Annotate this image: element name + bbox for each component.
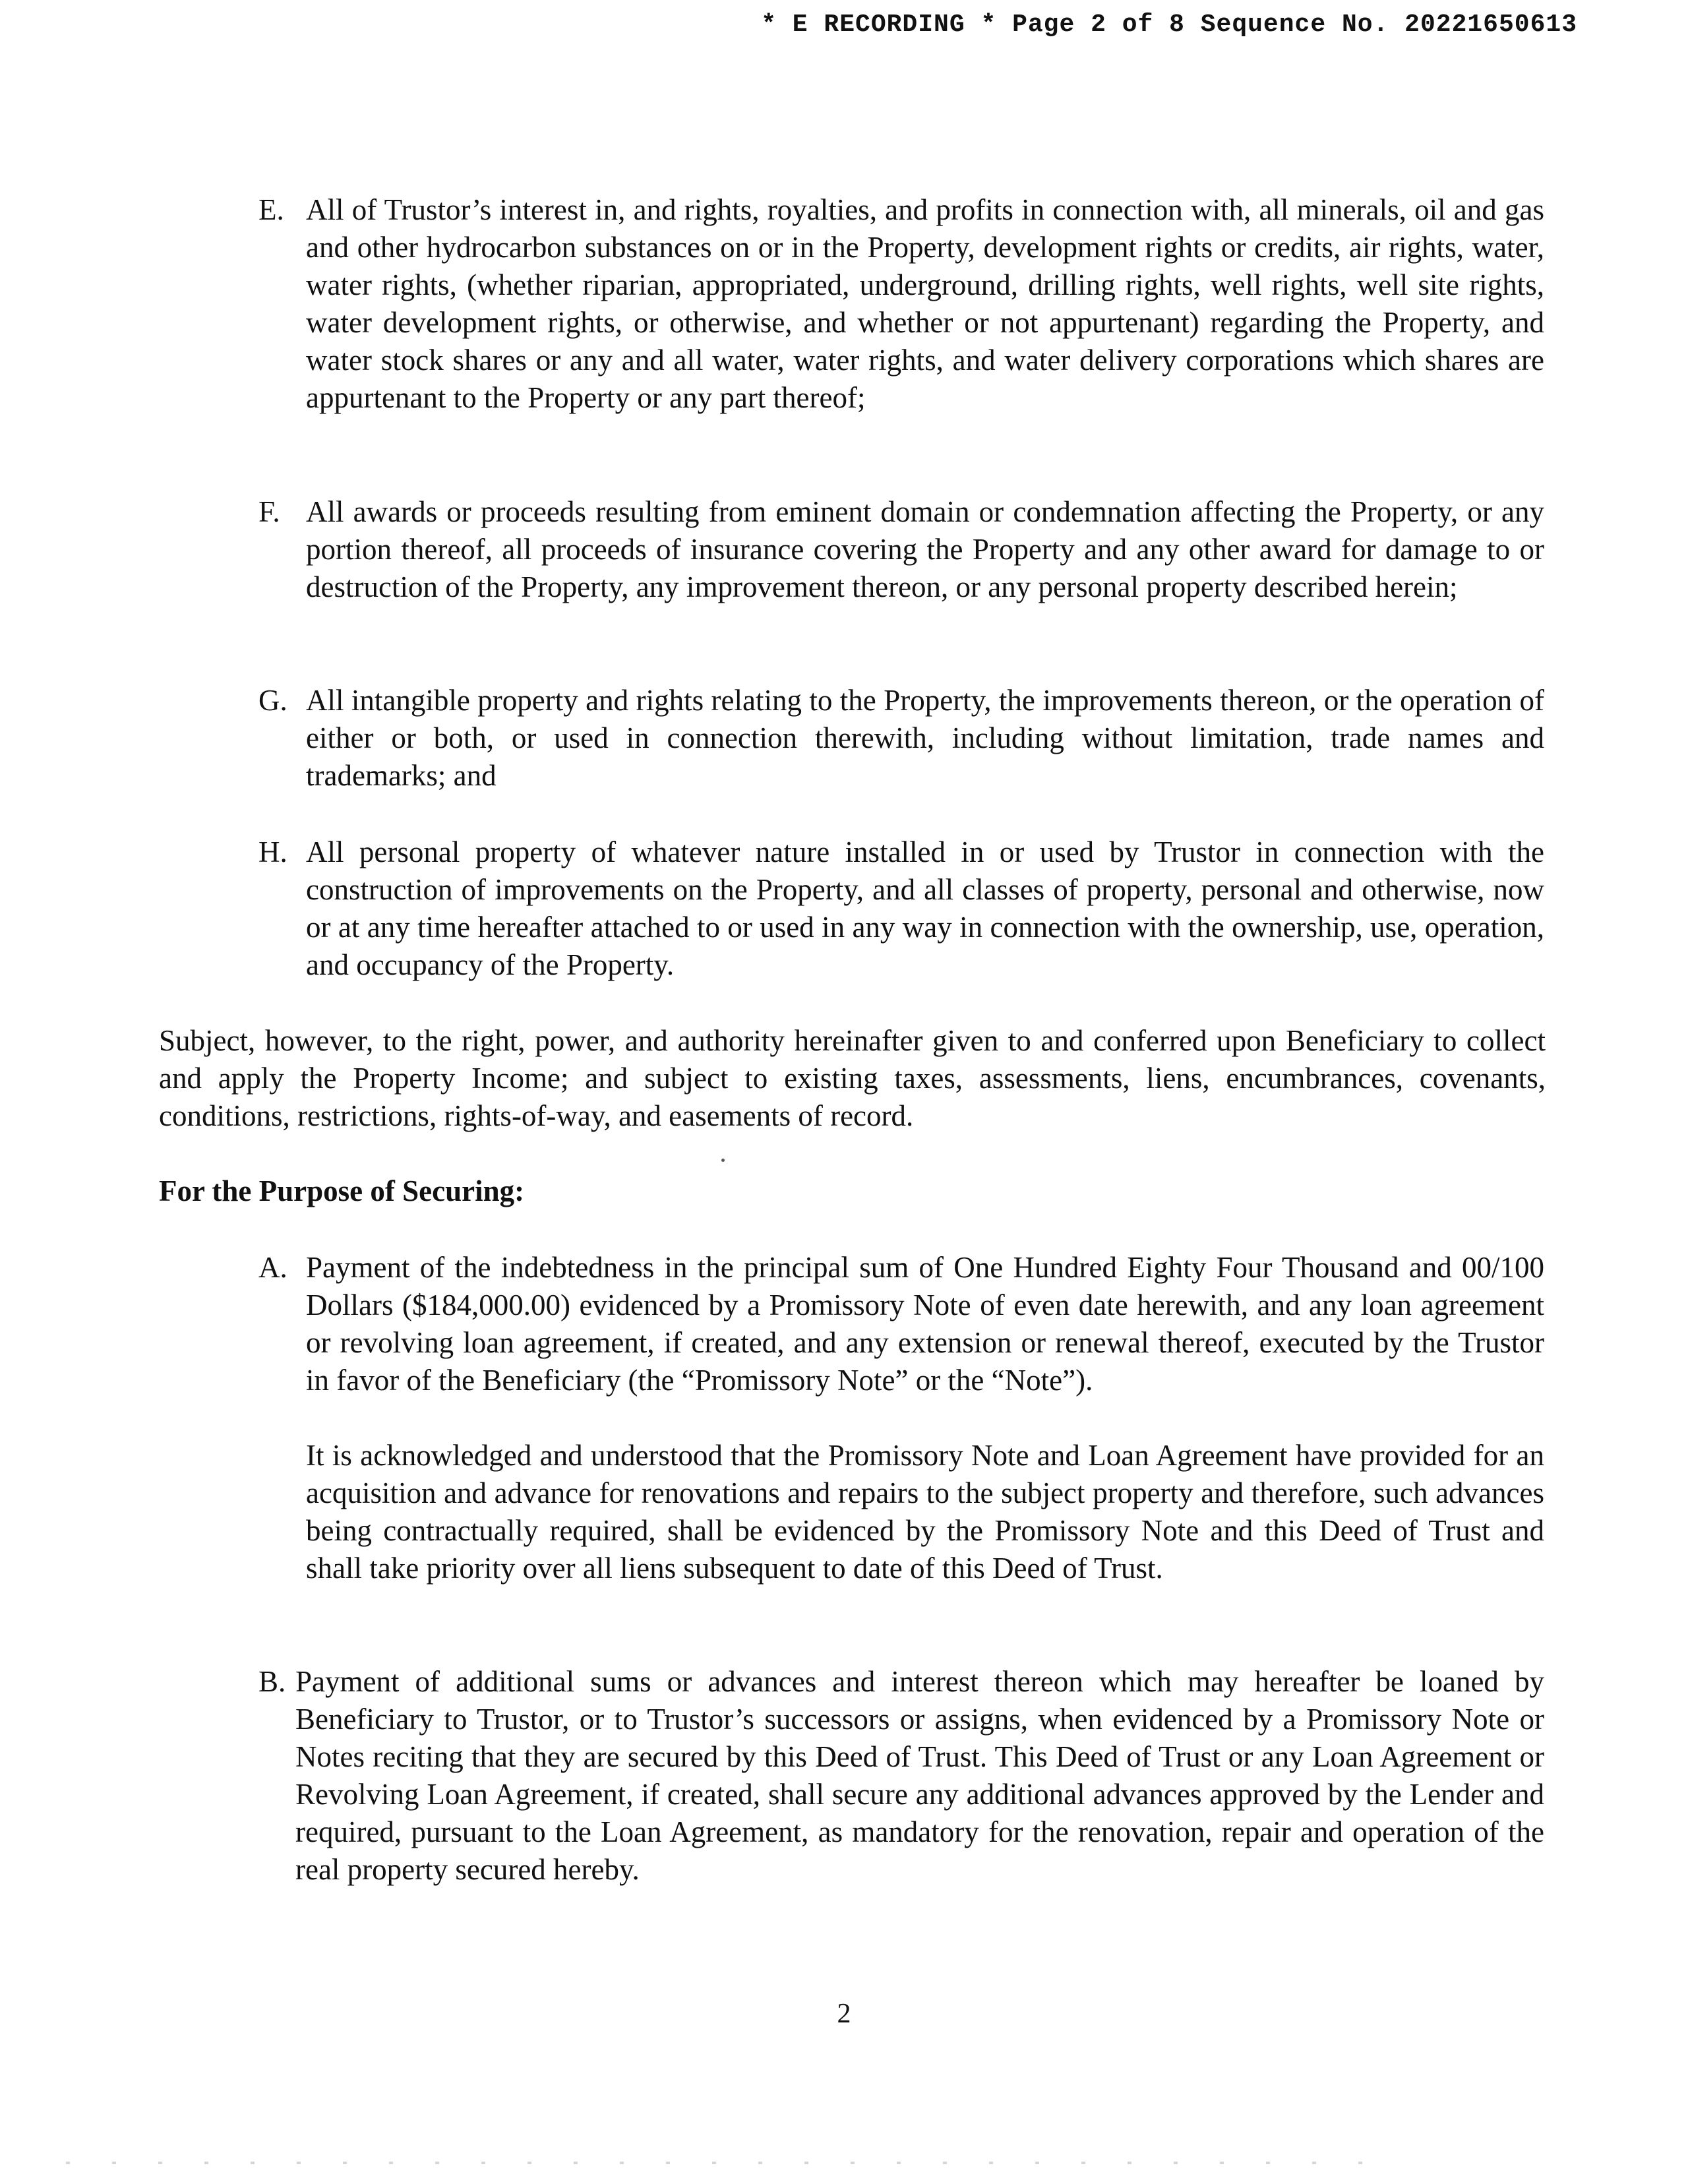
item-subtext: It is acknowledged and understood that the Promissory Note and Loan Agreement have provided for an acquisition and advance for renovations and repairs to the subject property and therefore, such advances being contractually required, shall be evidenced by the Promissory Note and this Deed of Trust and shall take priority over all liens subsequent to date of this Deed of Trust. bbox=[306, 1439, 1544, 1585]
item-text: Payment of the indebtedness in the principal sum of One Hundred Eighty Four Thousand and 00/100 Dollars ($184,000.00) evidenced by a Promissory Note of even date herewith, and any loan agreement or revolving loan agreement, if created, and any extension or renewal thereof, executed by the Trustor in favor of the Beneficiary (the “Promissory Note” or the “Note”). bbox=[306, 1251, 1544, 1397]
collateral-item-h bbox=[258, 834, 1544, 984]
collateral-item-e bbox=[258, 191, 1544, 417]
scan-speck bbox=[721, 1159, 725, 1162]
item-text: All awards or proceeds resulting from eminent domain or condemnation affecting the Property, or any portion thereof, all proceeds of insurance covering the Property and any other award for damage to or destruction of the Property, any improvement thereon, or any personal property described herein; bbox=[306, 495, 1544, 603]
subject-paragraph: Subject, however, to the right, power, and authority hereinafter given to and conferred upon Beneficiary to collect and apply the Property Income; and subject to existing taxes, assessments, liens, encumbrances, covenants, conditions, restrictions, rights-of-way, and easements of record. bbox=[159, 1024, 1546, 1132]
recording-header: * E RECORDING * Page 2 of 8 Sequence No. 20221650613 bbox=[761, 11, 1577, 39]
scan-noise bbox=[66, 2162, 1385, 2164]
item-text: All intangible property and rights relating to the Property, the improvements thereon, or the operation of either or both, or used in connection therewith, including without limitation, trade names and trademarks; and bbox=[306, 684, 1544, 792]
item-text: Payment of additional sums or advances and interest thereon which may hereafter be loaned by Beneficiary to Trustor, or to Trustor’s successors or assigns, when evidenced by a Promissory Note or Notes reciting that they are secured by this Deed of Trust. This Deed of Trust or any Loan Agreement or Revolving Loan Agreement, if created, shall secure any additional advances approved by the Lender and required, pursuant to the Loan Agreement, as mandatory for the renovation, repair and operation of the real property secured hereby. bbox=[295, 1665, 1544, 1886]
purpose-item-a bbox=[258, 1249, 1544, 1587]
item-letter: G. bbox=[258, 684, 287, 717]
collateral-item-g bbox=[258, 682, 1544, 795]
purpose-item-b bbox=[258, 1663, 1544, 1889]
item-letter: E. bbox=[258, 193, 284, 226]
purpose-heading: For the Purpose of Securing: bbox=[159, 1174, 525, 1207]
item-letter: B. bbox=[258, 1665, 286, 1698]
page-number: 2 bbox=[837, 1999, 851, 2029]
item-letter: H. bbox=[258, 835, 287, 868]
item-letter: F. bbox=[258, 495, 280, 528]
collateral-item-f bbox=[258, 493, 1544, 606]
item-text: All of Trustor’s interest in, and rights, royalties, and profits in connection with, all minerals, oil and gas and other hydrocarbon substances on or in the Property, development rights or credits, air rights, water, water rights, (whether riparian, appropriated, underground, drilling rights, well rights, well site rights, water development rights, or otherwise, and whether or not appurtenant) regarding the Property, and water stock shares or any and all water, water rights, and water delivery corporations which shares are appurtenant to the Property or any part thereof; bbox=[306, 193, 1544, 414]
item-letter: A. bbox=[258, 1251, 287, 1284]
item-text: All personal property of whatever nature installed in or used by Trustor in connection with the construction of improvements on the Property, and all classes of property, personal and otherwise, now or at any time hereafter attached to or used in any way in connection with the ownership, use, operation, and occupancy of the Property. bbox=[306, 835, 1544, 981]
